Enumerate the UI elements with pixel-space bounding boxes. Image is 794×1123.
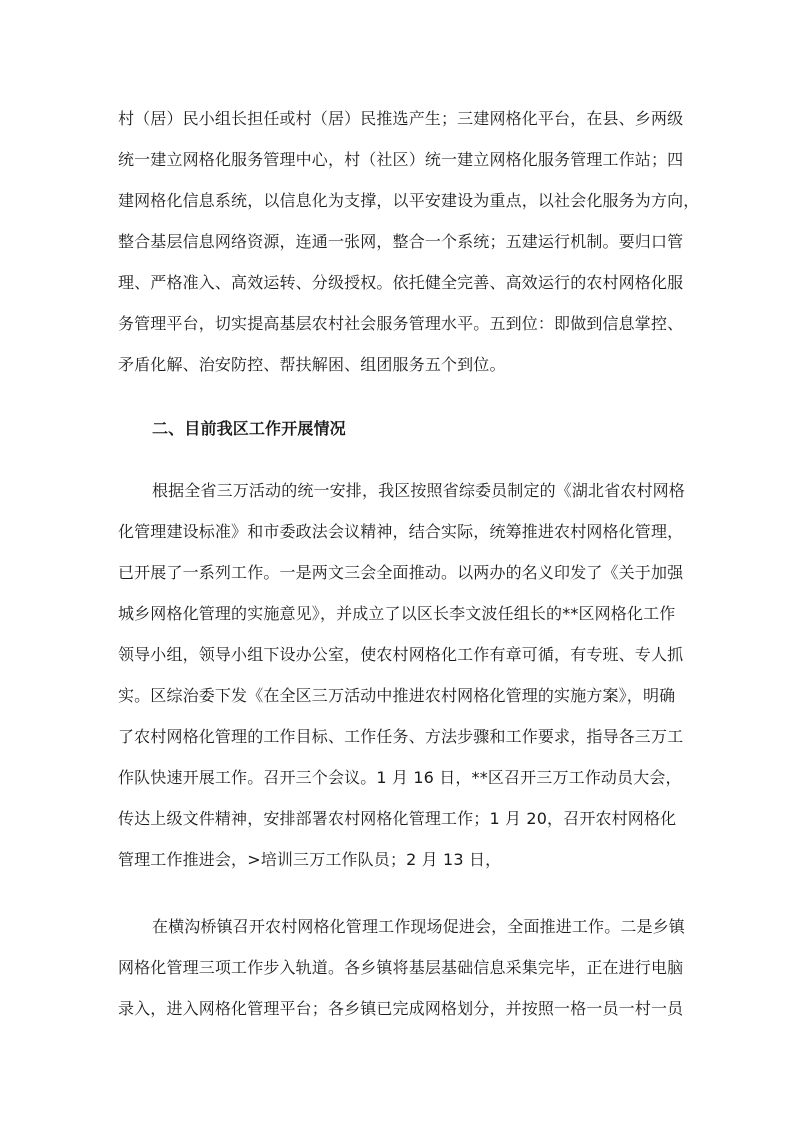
paragraph-site-meeting bbox=[118, 906, 688, 1029]
text-line: 整合基层信息网络资源，连通一张网，整合一个系统；五建运行机制。要归口管 bbox=[118, 232, 684, 251]
text-line: 建网格化信息系统，以信息化为支撑，以平安建设为重点，以社会化服务为方向， bbox=[118, 191, 700, 210]
text-line: 领导小组，领导小组下设办公室，使农村网格化工作有章可循，有专班、专人抓 bbox=[118, 645, 684, 664]
text-line: 了农村网格化管理的工作目标、工作任务、方法步骤和工作要求，指导各三万工 bbox=[118, 727, 684, 746]
text-line: 在横沟桥镇召开农村网格化管理工作现场促进会，全面推进工作。二是乡镇 bbox=[152, 917, 685, 936]
text-line: 录入，进入网格化管理平台；各乡镇已完成网格划分，并按照一格一员一村一员 bbox=[118, 999, 684, 1018]
text-line: 矛盾化解、治安防控、帮扶解困、组团服务五个到位。 bbox=[118, 355, 506, 374]
text-line: 实。区综治委下发《在全区三万活动中推进农村网格化管理的实施方案》，明确 bbox=[118, 686, 676, 705]
text-line: 根据全省三万活动的统一安排，我区按照省综委员制定的《湖北省农村网格 bbox=[152, 481, 685, 500]
text-line: 理、严格准入、高效运转、分级授权。依托健全完善、高效运行的农村网格化服 bbox=[118, 273, 684, 292]
text-line: 村（居）民小组长担任或村（居）民推选产生；三建网格化平台，在县、乡两级 bbox=[118, 109, 684, 128]
paragraph-work-status bbox=[118, 470, 688, 880]
text-line: 已开展了一系列工作。一是两文三会全面推动。以两办的名义印发了《关于加强 bbox=[118, 563, 684, 582]
text-line: 化管理建设标准》和市委政法会议精神，结合实际，统筹推进农村网格化管理， bbox=[118, 522, 684, 541]
text-line: 作队快速开展工作。召开三个会议。1 月 16 日，**区召开三万工作动员大会， bbox=[118, 768, 682, 787]
text-line: 务管理平台，切实提高基层农村社会服务管理水平。五到位：即做到信息掌控、 bbox=[118, 314, 684, 333]
text-line: 统一建立网格化服务管理中心，村（社区）统一建立网格化服务管理工作站；四 bbox=[118, 150, 684, 169]
text-line: 管理工作推进会，>培训三万工作队员；2 月 13 日， bbox=[118, 850, 502, 869]
section-heading bbox=[118, 408, 688, 449]
section-heading-text: 二、目前我区工作开展情况 bbox=[152, 419, 346, 438]
text-line: 传达上级文件精神，安排部署农村网格化管理工作；1 月 20，召开农村网格化 bbox=[118, 809, 677, 828]
text-line: 城乡网格化管理的实施意见》，并成立了以区长李文波任组长的**区网格化工作 bbox=[118, 604, 676, 623]
text-line: 网格化管理三项工作步入轨道。各乡镇将基层基础信息采集完毕，正在进行电脑 bbox=[118, 958, 684, 977]
paragraph-continuation bbox=[118, 98, 700, 385]
